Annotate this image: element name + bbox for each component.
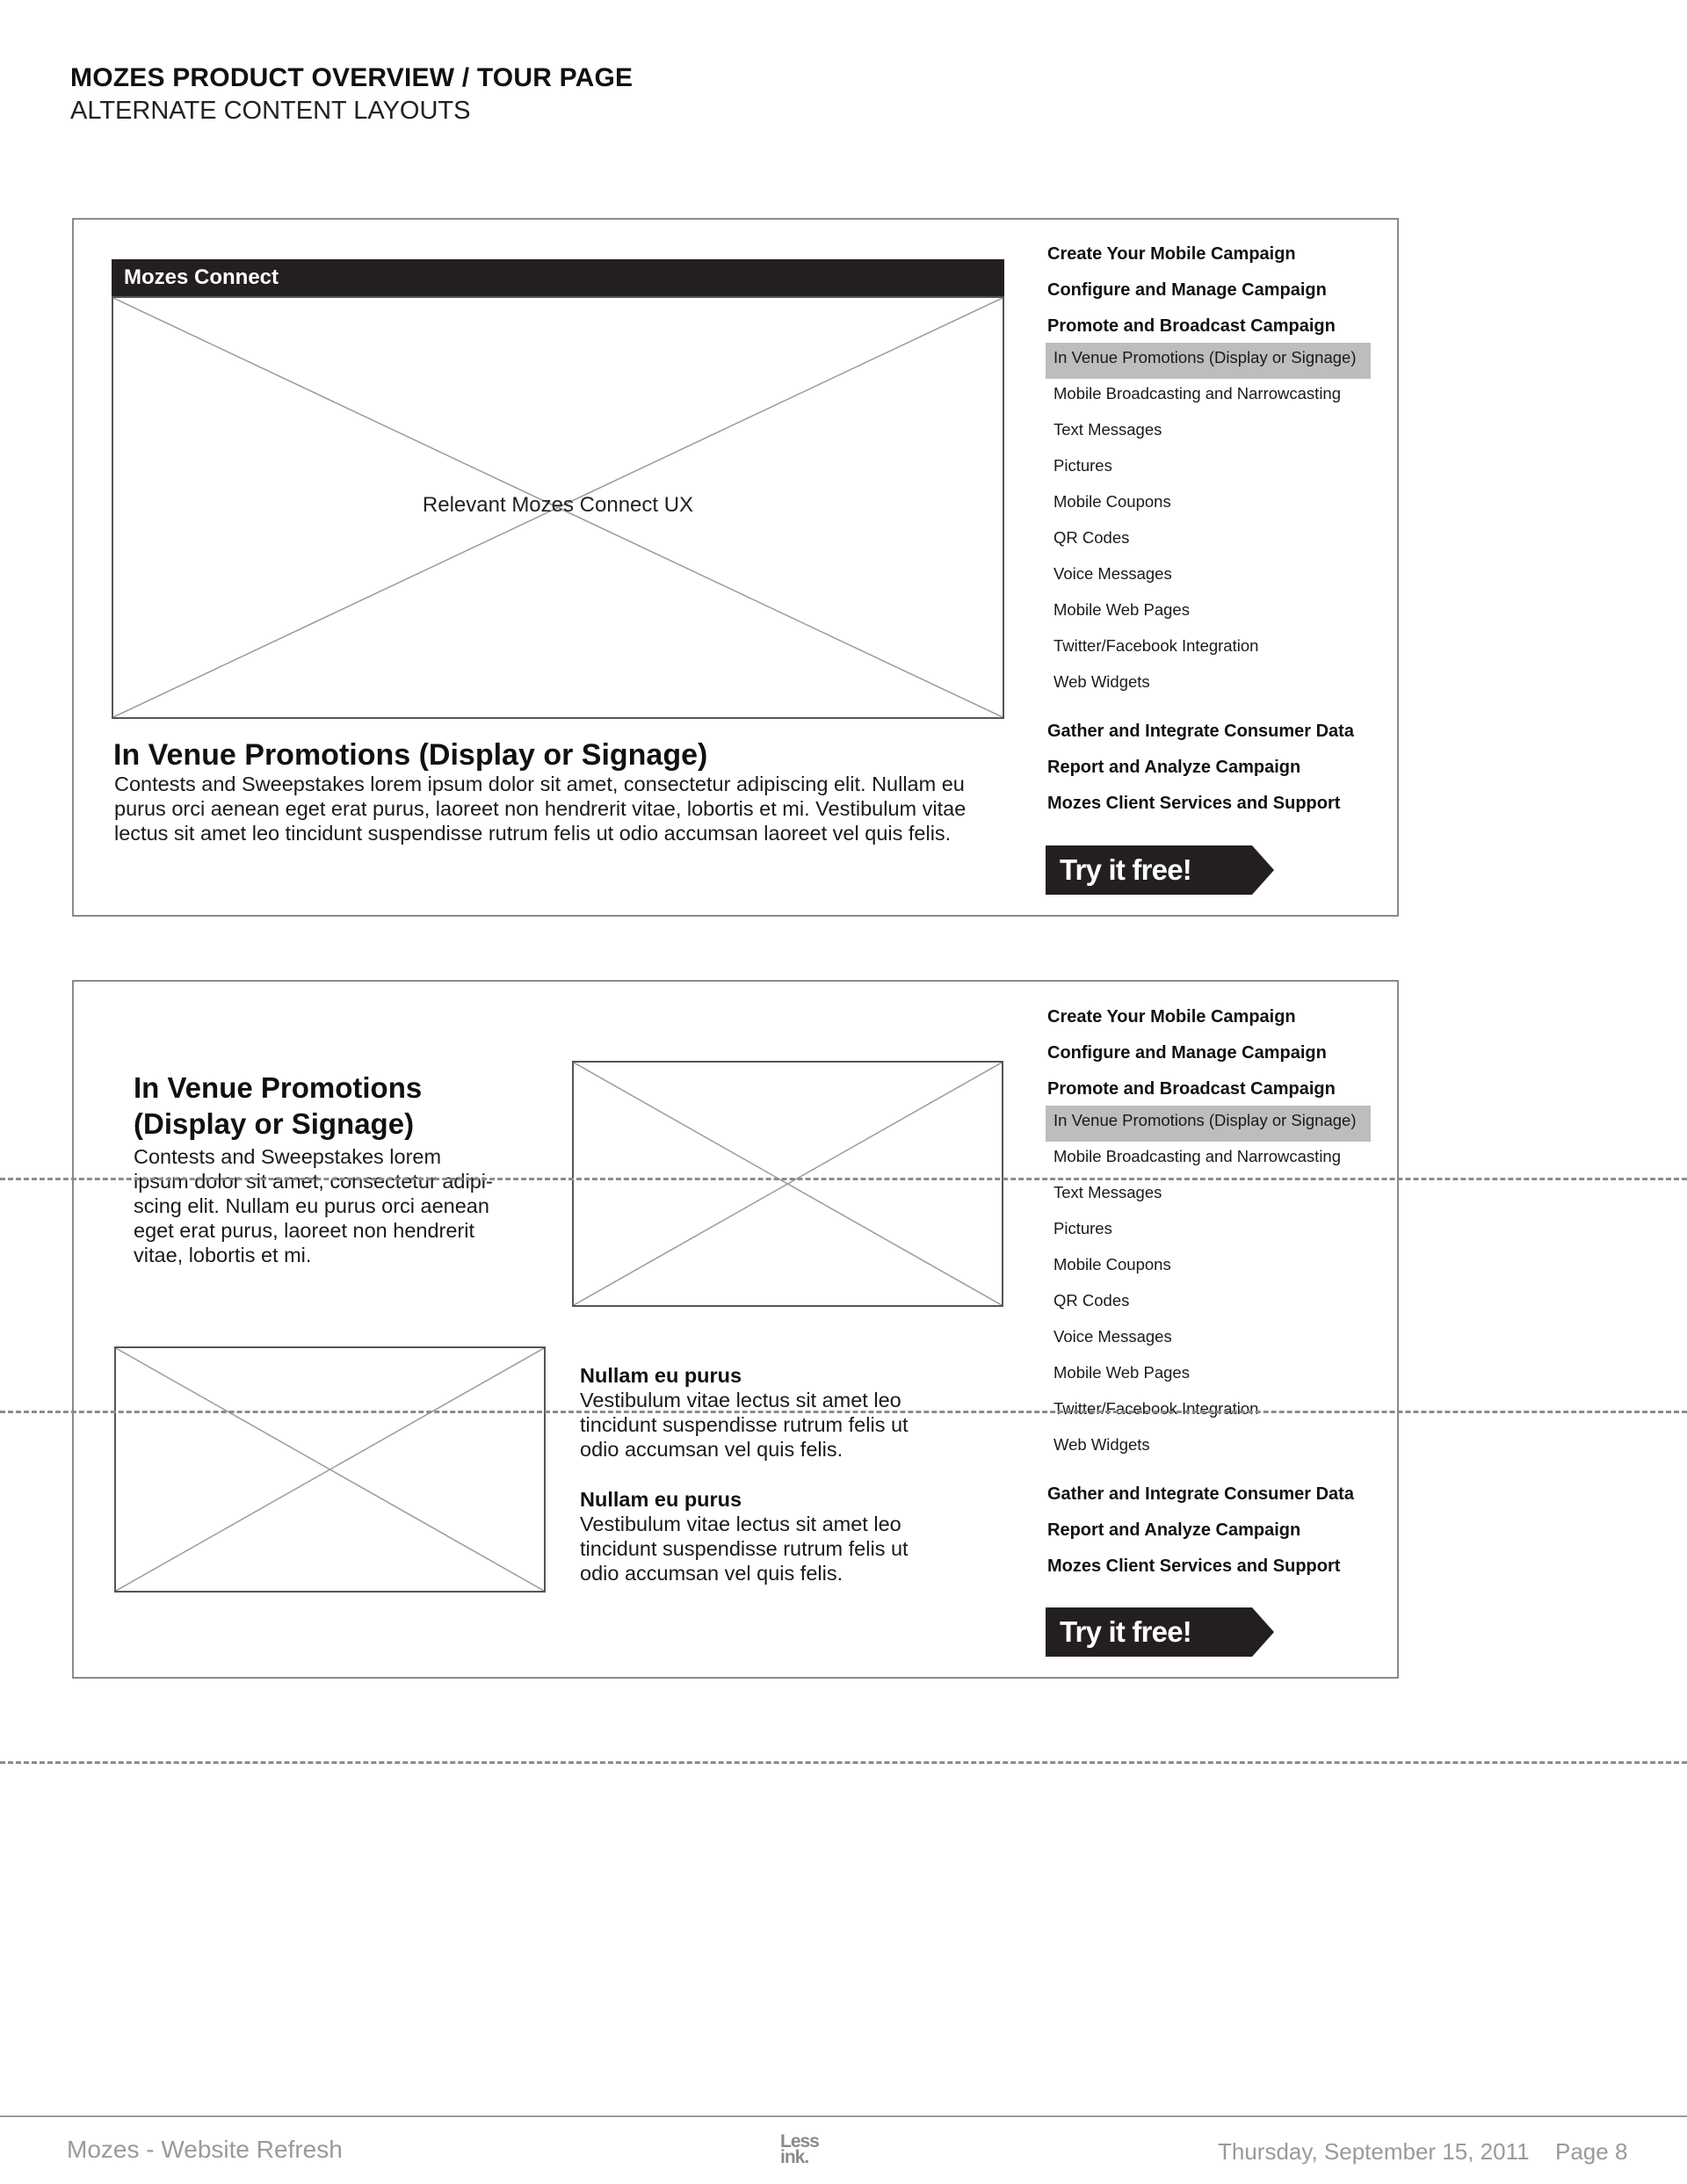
feature-title: Nullam eu purus <box>580 1364 742 1387</box>
nav-item-promote-campaign[interactable]: Promote and Broadcast Campaign <box>1047 1079 1336 1099</box>
placeholder-cross-icon <box>574 1063 1002 1305</box>
fold-guide-line <box>0 1178 1687 1180</box>
nav-item-client-services[interactable]: Mozes Client Services and Support <box>1047 1556 1341 1576</box>
nav-spacer <box>1046 1466 1379 1484</box>
nav-item-create-campaign[interactable]: Create Your Mobile Campaign <box>1047 244 1296 264</box>
nav-subitem-qr-codes[interactable]: QR Codes <box>1053 528 1130 547</box>
section-body <box>114 772 1010 845</box>
feature-line: Vestibulum vitae lectus sit amet leo <box>580 1513 901 1535</box>
tour-nav <box>1046 243 1379 829</box>
body-line: vitae, lobortis et mi. <box>134 1244 312 1266</box>
feature-title: Nullam eu purus <box>580 1488 742 1511</box>
nav-subitem-pictures[interactable]: Pictures <box>1053 1219 1112 1237</box>
feature-line: odio accumsan vel quis felis. <box>580 1438 844 1461</box>
nav-item-gather-data[interactable]: Gather and Integrate Consumer Data <box>1047 722 1354 741</box>
page-title: MOZES PRODUCT OVERVIEW / TOUR PAGE <box>70 63 634 92</box>
feature-line: tincidunt suspendisse rutrum felis ut <box>580 1413 909 1436</box>
nav-subitem-mobile-coupons[interactable]: Mobile Coupons <box>1053 492 1171 511</box>
logo-line: Less <box>780 2131 819 2151</box>
section-body <box>134 1144 511 1267</box>
nav-subitem-text-messages[interactable]: Text Messages <box>1053 420 1162 439</box>
nav-subitem-twitter-facebook[interactable]: Twitter/Facebook Integration <box>1053 636 1259 655</box>
nav-subitem-broadcasting[interactable]: Mobile Broadcasting and Narrowcasting <box>1053 384 1342 403</box>
footer-project-name: Mozes - Website Refresh <box>67 2136 343 2163</box>
nav-item-gather-data[interactable]: Gather and Integrate Consumer Data <box>1047 1484 1354 1504</box>
image-placeholder-bottom <box>114 1346 546 1593</box>
nav-item-configure-campaign[interactable]: Configure and Manage Campaign <box>1047 280 1327 300</box>
nav-subitem-mobile-coupons[interactable]: Mobile Coupons <box>1053 1255 1171 1273</box>
fold-guide-line <box>0 1411 1687 1413</box>
section-heading: In Venue Promotions (Display or Signage) <box>113 738 708 772</box>
nav-item-promote-campaign[interactable]: Promote and Broadcast Campaign <box>1047 316 1336 336</box>
feature-line: odio accumsan vel quis felis. <box>580 1562 844 1585</box>
try-it-free-button[interactable] <box>1046 1607 1274 1657</box>
tour-nav <box>1046 1006 1379 1592</box>
body-line: ipsum dolor sit amet, consectetur adipi- <box>134 1170 493 1193</box>
nav-subitem-web-widgets[interactable]: Web Widgets <box>1053 672 1150 691</box>
feature-line: Vestibulum vitae lectus sit amet leo <box>580 1389 901 1411</box>
nav-subitem-web-widgets[interactable]: Web Widgets <box>1053 1435 1150 1454</box>
page-subtitle: ALTERNATE CONTENT LAYOUTS <box>70 97 471 125</box>
layout-2-frame <box>72 980 1399 1679</box>
nav-spacer <box>1046 703 1379 721</box>
try-it-free-label: Try it free! <box>1060 853 1191 886</box>
image-caption: Relevant Mozes Connect UX <box>422 493 694 517</box>
try-it-free-label: Try it free! <box>1060 1615 1191 1648</box>
nav-item-report-campaign[interactable]: Report and Analyze Campaign <box>1047 758 1301 777</box>
nav-subitem-mobile-web-pages[interactable]: Mobile Web Pages <box>1053 1363 1190 1382</box>
footer-divider <box>0 2115 1687 2117</box>
logo-line: ink. <box>780 2147 809 2167</box>
nav-item-report-campaign[interactable]: Report and Analyze Campaign <box>1047 1520 1301 1540</box>
body-line: scing elit. Nullam eu purus orci aenean <box>134 1194 489 1217</box>
feature-line: tincidunt suspendisse rutrum felis ut <box>580 1537 909 1560</box>
placeholder-cross-icon <box>116 1348 544 1591</box>
nav-subitem-mobile-web-pages[interactable]: Mobile Web Pages <box>1053 600 1190 619</box>
nav-subitem-text-messages[interactable]: Text Messages <box>1053 1183 1162 1201</box>
body-line: Contests and Sweepstakes lorem <box>134 1145 442 1168</box>
nav-subitem-voice-messages[interactable]: Voice Messages <box>1053 1327 1172 1346</box>
body-line: lectus sit amet leo tincidunt suspendisse rutrum felis ut odio accumsan laoreet vel quis felis. <box>114 822 952 845</box>
body-line: purus orci aenean eget erat purus, laoreet non hendrerit vitae, lobortis et mi. Vestibulum vitae <box>114 797 967 820</box>
lessink-logo <box>780 2131 828 2167</box>
nav-subitem-broadcasting[interactable]: Mobile Broadcasting and Narrowcasting <box>1053 1147 1342 1165</box>
nav-subitem-qr-codes[interactable]: QR Codes <box>1053 1291 1130 1310</box>
heading-line: (Display or Signage) <box>134 1107 415 1140</box>
body-line: Contests and Sweepstakes lorem ipsum dolor sit amet, consectetur adipiscing elit. Nullam eu <box>114 773 965 795</box>
nav-item-create-campaign[interactable]: Create Your Mobile Campaign <box>1047 1007 1296 1027</box>
layout-1-frame <box>72 218 1399 917</box>
image-placeholder-mozes-connect <box>112 296 1004 719</box>
footer-date: Thursday, September 15, 2011 <box>1218 2138 1530 2165</box>
nav-subitem-voice-messages[interactable]: Voice Messages <box>1053 564 1172 583</box>
nav-subitem-in-venue-active[interactable]: In Venue Promotions (Display or Signage) <box>1046 1106 1371 1142</box>
section-heading <box>134 1070 422 1142</box>
feature-block-2 <box>580 1487 993 1585</box>
fold-guide-line <box>0 1761 1687 1764</box>
body-line: eget erat purus, laoreet non hendrerit <box>134 1219 475 1242</box>
nav-item-configure-campaign[interactable]: Configure and Manage Campaign <box>1047 1043 1327 1063</box>
mozes-connect-header: Mozes Connect <box>112 259 1004 296</box>
try-it-free-button[interactable] <box>1046 845 1274 895</box>
heading-line: In Venue Promotions <box>134 1071 423 1104</box>
image-placeholder-top <box>572 1061 1003 1307</box>
footer-page-number: Page 8 <box>1555 2138 1628 2165</box>
nav-subitem-pictures[interactable]: Pictures <box>1053 456 1112 475</box>
nav-subitem-twitter-facebook[interactable]: Twitter/Facebook Integration <box>1053 1399 1259 1418</box>
nav-item-client-services[interactable]: Mozes Client Services and Support <box>1047 794 1341 813</box>
nav-subitem-in-venue-active[interactable]: In Venue Promotions (Display or Signage) <box>1046 343 1371 379</box>
